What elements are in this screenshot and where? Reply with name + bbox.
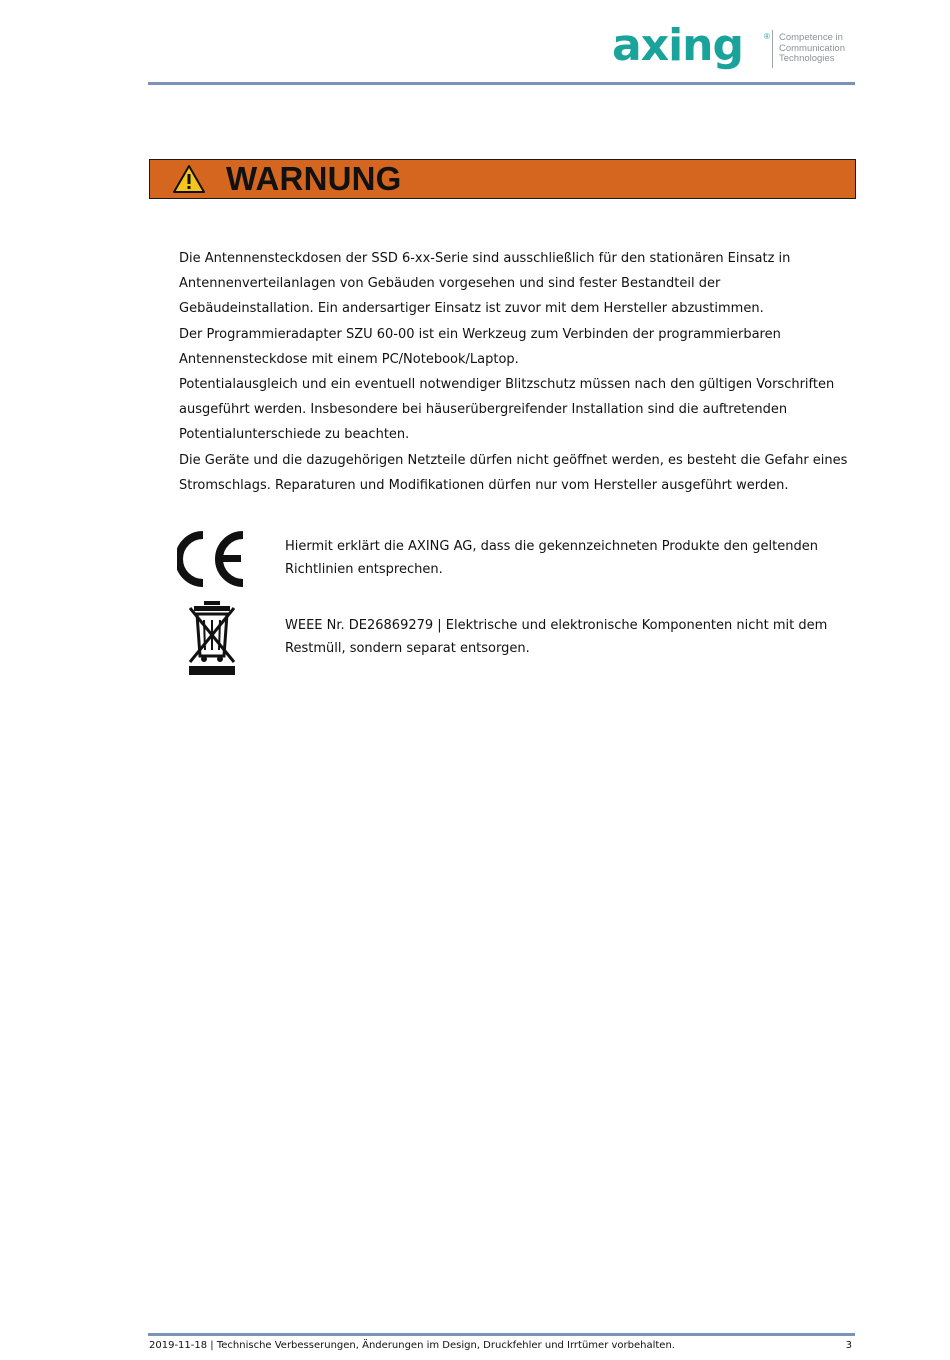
logo-tagline [779,33,845,65]
header-rule [148,82,855,85]
axing-logo [612,20,852,71]
ce-mark-icon [177,531,247,587]
logo-separator [772,30,773,68]
logo-wordmark: axing [612,20,743,71]
paragraph-intended-use: Die Antennensteckdosen der SSD 6-xx-Serie sind ausschließlich für den stationären Einsatz in Antennenverteilanlagen von Gebäuden vorgesehen und sind fester Bestandteil der Gebäudeinstallation. Ein andersartiger Einsatz ist zuvor mit dem Hersteller abzustimmen. [179,251,791,317]
paragraph-potential-equalization: Potentialausgleich und ein eventuell notwendiger Blitzschutz müssen nach den gültigen Vorschriften ausgeführt werden. Insbesondere bei häuserübergreifender Installation sind die auftretenden Potentialunterschiede zu beachten. [179,377,835,443]
ce-declaration-text: Hiermit erklärt die AXING AG, dass die gekennzeichneten Produkte den geltenden Richtlinien entsprechen. [285,539,818,577]
footer-rule [148,1333,855,1336]
page-number: 3 [845,1340,852,1351]
tagline-line-3: Technologies [779,53,835,64]
logo-registered-mark: ® [764,32,770,41]
paragraph-electric-shock: Die Geräte und die dazugehörigen Netzteile dürfen nicht geöffnet werden, es besteht die Gefahr eines Stromschlags. Reparaturen und Modifikationen dürfen nur vom Hersteller ausgeführt werden. [179,452,848,493]
footer-disclaimer: 2019-11-18 | Technische Verbesserungen, Änderungen im Design, Druckfehler und Irrtümer vorbehalten. [149,1340,675,1351]
weee-disposal-text: WEEE Nr. DE26869279 | Elektrische und elektronische Komponenten nicht mit dem Restmüll, sondern separat entsorgen. [285,618,828,656]
paragraph-programming-adapter: Der Programmieradapter SZU 60-00 ist ein Werkzeug zum Verbinden der programmierbaren Antennensteckdose mit einem PC/Notebook/Laptop. [179,326,781,367]
tagline-line-1: Competence in [779,32,843,43]
warning-title: WARNUNG [226,160,402,197]
weee-bin-icon [186,600,238,676]
tagline-line-2: Communication [779,42,845,54]
warning-triangle-icon [172,164,206,194]
warning-banner [149,159,856,199]
safety-text [179,246,859,498]
